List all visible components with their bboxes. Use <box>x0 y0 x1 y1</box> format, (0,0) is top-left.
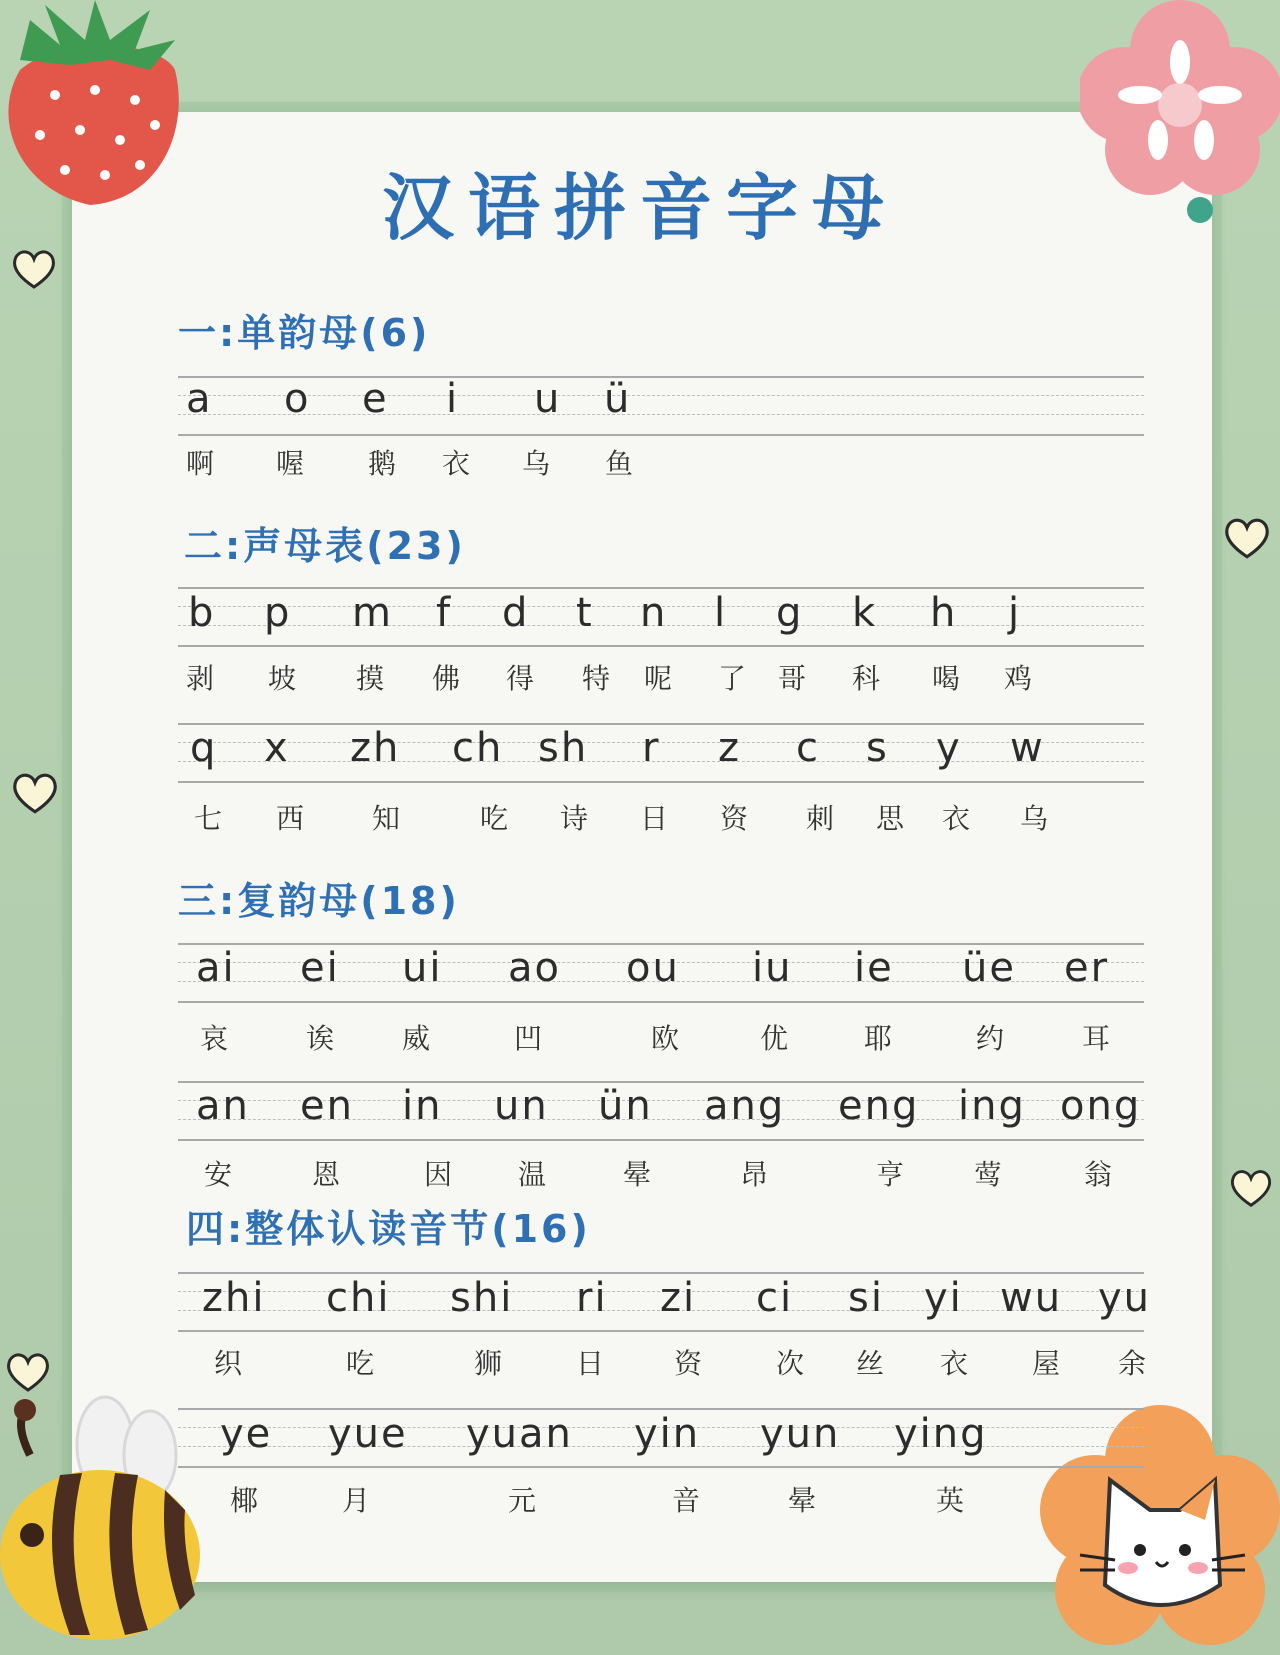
example-character: 日 <box>640 802 669 835</box>
pinyin-letter: y <box>936 725 962 771</box>
example-character: 衣 <box>942 802 971 835</box>
pinyin-letter: yuan <box>466 1411 573 1457</box>
pinyin-letter: zi <box>660 1275 697 1321</box>
example-character: 日 <box>576 1347 605 1380</box>
example-character: 英 <box>936 1484 965 1517</box>
heart-icon <box>1222 515 1272 561</box>
example-character: 椰 <box>230 1484 259 1517</box>
example-character: 啊 <box>186 447 215 480</box>
pinyin-letter: sh <box>538 725 589 771</box>
example-character: 了 <box>718 662 747 695</box>
pinyin-letter: zhi <box>202 1275 266 1321</box>
pinyin-letter: t <box>576 590 594 636</box>
pinyin-letter: ü <box>604 376 632 422</box>
section-heading-simple-finals: 一:单韵母(6) <box>178 311 431 355</box>
example-character: 哀 <box>200 1022 229 1055</box>
page-title: 汉语拼音字母 <box>381 166 898 250</box>
pinyin-letter: o <box>284 376 311 422</box>
example-character: 鹅 <box>368 447 397 480</box>
pinyin-letter: in <box>402 1083 443 1129</box>
example-character: 优 <box>760 1022 789 1055</box>
example-character: 音 <box>672 1484 701 1517</box>
example-character: 耶 <box>864 1022 893 1055</box>
pinyin-letter: i <box>446 376 460 422</box>
pinyin-letter: ong <box>1060 1083 1142 1129</box>
example-character: 呢 <box>644 662 673 695</box>
example-character: 月 <box>342 1484 371 1517</box>
pinyin-letter: u <box>534 376 562 422</box>
heart-icon <box>1228 1165 1274 1211</box>
example-character: 威 <box>402 1022 431 1055</box>
pinyin-letter: shi <box>450 1275 514 1321</box>
pinyin-letter: b <box>188 590 216 636</box>
example-character: 约 <box>976 1022 1005 1055</box>
pinyin-letter: ie <box>854 945 894 991</box>
pinyin-letter: en <box>300 1083 354 1129</box>
section-heading-whole-syllables: 四:整体认读音节(16) <box>186 1207 591 1251</box>
example-character: 凹 <box>514 1022 543 1055</box>
pinyin-letter: n <box>640 590 668 636</box>
example-character: 衣 <box>940 1347 969 1380</box>
example-character: 屋 <box>1032 1347 1061 1380</box>
pinyin-letter: üe <box>962 945 1016 991</box>
example-character: 剥 <box>186 662 215 695</box>
example-character: 知 <box>372 802 401 835</box>
pinyin-letter: k <box>852 590 878 636</box>
ruled-line-3 <box>178 723 1144 781</box>
example-character: 狮 <box>474 1347 503 1380</box>
example-character: 乌 <box>522 447 551 480</box>
pinyin-letter: ci <box>756 1275 794 1321</box>
pinyin-letter: ch <box>452 725 504 771</box>
example-character: 衣 <box>442 447 471 480</box>
example-character: 刺 <box>806 802 835 835</box>
section-heading-compound-finals: 三:复韵母(18) <box>178 879 460 923</box>
pinyin-letter: yu <box>1098 1275 1152 1321</box>
pinyin-letter: f <box>436 590 453 636</box>
pinyin-letter: ing <box>958 1083 1026 1129</box>
example-character: 特 <box>582 662 611 695</box>
example-character: 次 <box>776 1347 805 1380</box>
example-character: 科 <box>852 662 881 695</box>
example-character: 得 <box>506 662 535 695</box>
heart-icon <box>10 770 60 816</box>
example-character: 吃 <box>480 802 509 835</box>
pinyin-letter: yun <box>760 1411 841 1457</box>
pinyin-letter: eng <box>838 1083 920 1129</box>
pinyin-letter: l <box>714 590 728 636</box>
pinyin-letter: h <box>930 590 958 636</box>
pinyin-letter: ang <box>704 1083 786 1129</box>
example-character: 昂 <box>740 1158 769 1191</box>
pinyin-letter: ou <box>626 945 680 991</box>
pinyin-letter: q <box>190 725 218 771</box>
pinyin-letter: un <box>494 1083 549 1129</box>
example-character: 鱼 <box>605 447 634 480</box>
pinyin-letter: wu <box>1000 1275 1063 1321</box>
pinyin-letter: an <box>196 1083 250 1129</box>
pinyin-letter: yi <box>924 1275 963 1321</box>
example-character: 余 <box>1118 1347 1147 1380</box>
pinyin-letter: e <box>362 376 389 422</box>
pinyin-letter: a <box>186 376 213 422</box>
pinyin-letter: d <box>502 590 530 636</box>
example-character: 欧 <box>651 1022 680 1055</box>
example-character: 鸡 <box>1004 662 1033 695</box>
example-character: 晕 <box>788 1484 817 1517</box>
example-character: 喝 <box>932 662 961 695</box>
pinyin-letter: zh <box>350 725 401 771</box>
example-character: 因 <box>424 1158 453 1191</box>
heart-icon <box>4 1350 52 1394</box>
pinyin-letter: ei <box>300 945 340 991</box>
pinyin-letter: s <box>866 725 889 771</box>
example-character: 西 <box>276 802 305 835</box>
example-character: 织 <box>214 1347 243 1380</box>
pinyin-letter: si <box>848 1275 884 1321</box>
pinyin-letter: x <box>264 725 290 771</box>
pinyin-letter: ao <box>508 945 561 991</box>
example-character: 乌 <box>1020 802 1049 835</box>
pinyin-letter: z <box>718 725 741 771</box>
pinyin-letter: ün <box>598 1083 653 1129</box>
pinyin-letter: ying <box>894 1411 988 1457</box>
ruled-line-1 <box>178 376 1144 434</box>
pinyin-letter: ri <box>576 1275 608 1321</box>
pinyin-letter: ui <box>402 945 443 991</box>
example-character: 诶 <box>306 1022 335 1055</box>
example-character: 元 <box>508 1484 537 1517</box>
pinyin-letter: iu <box>752 945 793 991</box>
example-character: 佛 <box>432 662 461 695</box>
pinyin-letter: yue <box>328 1411 408 1457</box>
pinyin-letter: m <box>352 590 393 636</box>
pinyin-letter: w <box>1010 725 1045 771</box>
example-character: 莺 <box>974 1158 1003 1191</box>
example-character: 诗 <box>560 802 589 835</box>
pinyin-letter: er <box>1064 945 1110 991</box>
pinyin-letter: p <box>264 590 292 636</box>
pinyin-letter: c <box>796 725 820 771</box>
example-character: 翁 <box>1084 1158 1113 1191</box>
example-character: 温 <box>518 1158 547 1191</box>
example-character: 亨 <box>876 1158 905 1191</box>
example-character: 耳 <box>1082 1022 1111 1055</box>
example-character: 资 <box>720 802 749 835</box>
example-character: 恩 <box>312 1158 341 1191</box>
example-character: 思 <box>876 802 905 835</box>
example-character: 资 <box>674 1347 703 1380</box>
example-character: 丝 <box>856 1347 885 1380</box>
pinyin-letter: chi <box>326 1275 391 1321</box>
pinyin-letter: r <box>642 725 661 771</box>
section-heading-initials: 二:声母表(23) <box>184 524 466 568</box>
pinyin-letter: ai <box>196 945 236 991</box>
example-character: 晕 <box>623 1158 652 1191</box>
pinyin-letter: yin <box>634 1411 701 1457</box>
example-character: 安 <box>204 1158 233 1191</box>
example-character: 摸 <box>356 662 385 695</box>
example-character: 哥 <box>778 662 807 695</box>
example-character: 七 <box>194 802 223 835</box>
example-character: 吃 <box>346 1347 375 1380</box>
pinyin-letter: g <box>776 590 804 636</box>
pinyin-letter: ye <box>220 1411 273 1457</box>
pinyin-letter: j <box>1008 590 1022 636</box>
example-character: 喔 <box>276 447 305 480</box>
example-character: 坡 <box>268 662 297 695</box>
